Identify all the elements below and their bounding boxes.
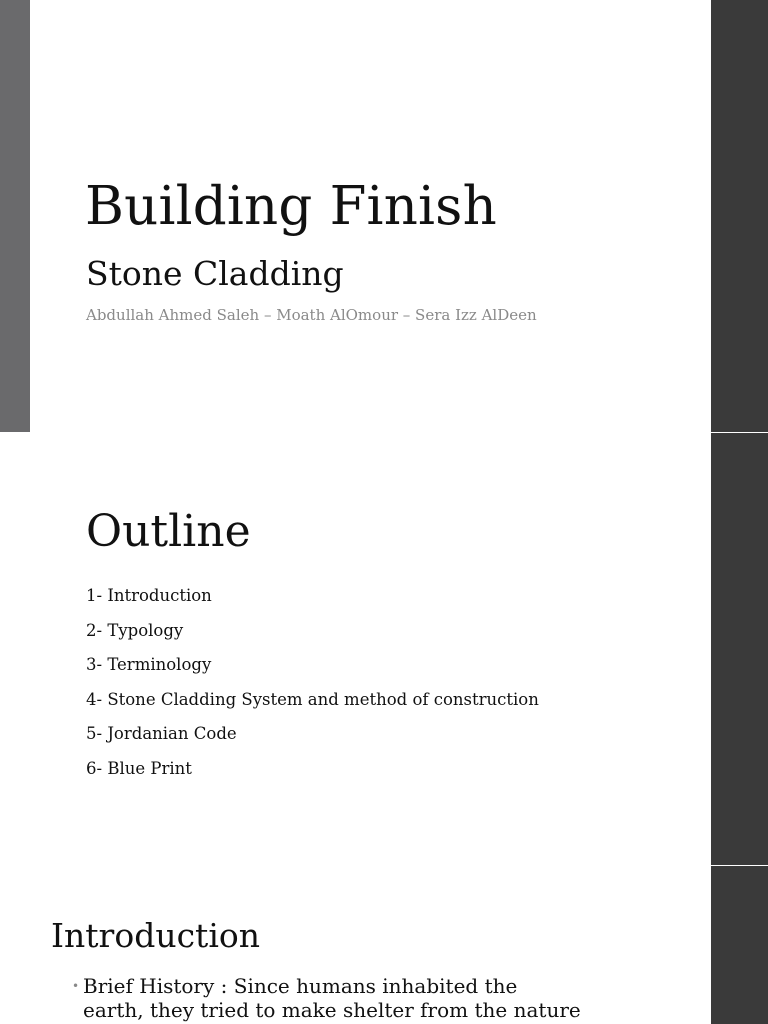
outline-item: 4- Stone Cladding System and method of construction [86, 689, 539, 709]
outline-list [86, 585, 539, 792]
slide-introduction [0, 866, 768, 1024]
slide-outline [0, 433, 768, 865]
presentation-subtitle: Stone Cladding [86, 254, 344, 293]
outline-item: 6- Blue Print [86, 758, 192, 778]
outline-item: 5- Jordanian Code [86, 724, 237, 743]
intro-bullet [72, 974, 672, 1022]
accent-bar [0, 0, 30, 432]
side-bar [711, 0, 768, 432]
slide-title [0, 0, 768, 432]
outline-item: 1- Introduction [86, 586, 212, 605]
authors-line: Abdullah Ahmed Saleh – Moath AlOmour – Sera Izz AlDeen [86, 306, 537, 324]
presentation-title: Building Finish [85, 176, 497, 237]
side-bar [711, 866, 768, 1024]
side-bar [711, 433, 768, 865]
outline-title: Outline [86, 506, 251, 557]
outline-item: 3- Terminology [86, 655, 212, 674]
bullet-dot-icon: • [72, 979, 80, 993]
introduction-title: Introduction [51, 916, 260, 955]
bullet-text-line: earth, they tried to make shelter from the nature [83, 998, 581, 1022]
bullet-text-line: Brief History : Since humans inhabited the [83, 974, 518, 998]
outline-item: 2- Typology [86, 620, 184, 640]
